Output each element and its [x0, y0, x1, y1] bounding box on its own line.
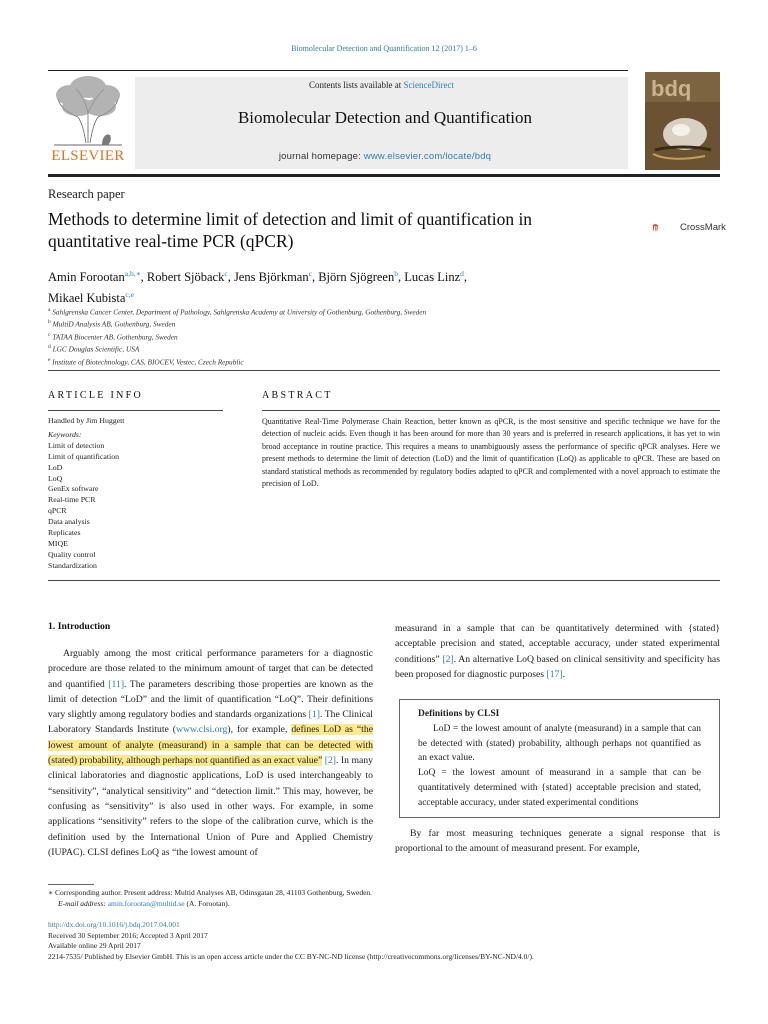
cover-title: bdq: [651, 76, 692, 101]
contents-line: [135, 80, 628, 90]
masthead-top-rule: [48, 70, 628, 71]
footnote-rule: [48, 884, 94, 885]
clsi-link[interactable]: www.clsi.org: [175, 724, 228, 736]
homepage-link[interactable]: www.elsevier.com/locate/bdq: [363, 151, 492, 162]
masthead-bottom-rule: [48, 174, 720, 177]
intro-paragraph: measurand in a sample that can be quantitatively determined with {stated} acceptable precision and stated, acceptable accuracy, under stated experimental conditions” [2]. An alternative LoQ based on clinical sensitivity and specificity has been proposed for diagnostic purposes [17].: [395, 623, 720, 680]
info-divider: [48, 410, 223, 411]
body-column-right: [395, 621, 720, 682]
corresponding-author-note: ∗ Corresponding author. Present address: Multid Analyses AB, Odinsgatan 28, 41103 Gothenburg, Sweden.: [48, 888, 373, 897]
email-note: E-mail address: amin.forootan@multid.se (A. Forootan).: [58, 898, 230, 908]
running-header[interactable]: Biomolecular Detection and Quantification 12 (2017) 1–6: [291, 44, 477, 53]
intro-paragraph: By far most measuring techniques generate a signal response that is proportional to the amount of measurand present. For example,: [395, 828, 720, 855]
author: Lucas Linz$^d$,: [404, 269, 467, 285]
author: Amin Forootan$^{a,b,∗}$,: [48, 269, 147, 285]
license-statement: 2214-7535/ Published by Elsevier GmbH. This is an open access article under the CC BY-NC-ND license (http://creativecommons.org/licenses/BY-NC-ND/4.0/).: [48, 951, 534, 961]
keyword: Standardization: [48, 560, 97, 570]
author: Björn Sjögreen$^b$,: [318, 269, 405, 285]
keyword: LoD: [48, 462, 63, 472]
journal-cover-image: [645, 72, 720, 170]
loq-definition: LoQ = the lowest amount of measurand in a sample that can be quantitatively determined with {stated} acceptable precision and stated, acceptable accuracy, under stated experimental conditions: [418, 768, 701, 808]
received-dates: Received 30 September 2016; Accepted 3 April 2017: [48, 930, 208, 940]
keyword: GenEx software: [48, 484, 99, 494]
handled-by: Handled by Jim Huggett: [48, 416, 125, 425]
available-online: Available online 29 April 2017: [48, 941, 141, 950]
section-title-introduction: 1. Introduction: [48, 621, 111, 632]
author: Mikael Kubista$^{c,e}$: [48, 290, 134, 306]
citation-link[interactable]: [2]: [324, 755, 337, 767]
keyword: Limit of quantification: [48, 451, 120, 461]
journal-cover-art: [645, 72, 720, 170]
keyword: MIQE: [48, 538, 68, 548]
sciencedirect-link[interactable]: ScienceDirect: [403, 80, 454, 90]
lod-definition: LoD = the lowest amount of analyte (measurand) in a sample that can be detected with (stated) probability, although perhaps not quantified as an exact value.: [418, 723, 701, 764]
article-info-heading: ARTICLE INFO: [48, 390, 144, 401]
affiliation: $^e$ Institute of Biotechnology, CAS, BIOCEV, Vestec, Czech Republic: [48, 356, 244, 367]
contents-prefix: Contents lists available at: [309, 80, 404, 90]
keyword: Real-time PCR: [48, 495, 96, 505]
affiliation: $^b$ MultiD Analysis AB, Gothenburg, Sweden: [48, 319, 176, 329]
abstract-divider: [262, 410, 720, 411]
keyword: Replicates: [48, 528, 81, 538]
citation-link[interactable]: [17]: [546, 668, 563, 680]
abstract-heading: ABSTRACT: [262, 390, 333, 401]
homepage-prefix: journal homepage:: [278, 151, 364, 162]
crossmark-label[interactable]: CrossMark: [680, 222, 726, 233]
keyword: LoQ: [48, 473, 63, 483]
footnotes: [48, 888, 728, 909]
email-link[interactable]: amin.forootan@multid.se: [107, 898, 185, 908]
elsevier-wordmark: ELSEVIER: [51, 148, 125, 164]
citation-link[interactable]: [11]: [108, 678, 125, 690]
abstract-text: Quantitative Real-Time Polymerase Chain Reaction, better known as qPCR, is the most sensitive and specific technique we have for the detection of nucleic acids. Even though it has been around for more than 30 years and is preferred in research applications, it has yet to win broad acceptance in routine practice. This requires a means to unambiguously assess the performance of specific qPCR analyses. Here we present methods to determine the limit of detection (LoD) and the limit of quantification (LoQ) as applicable to qPCR. These are based on standard statistical methods as recommended by regulatory bodies adapted to qPCR and complemented with a novel approach to estimate the precision of LoD.: [262, 417, 720, 489]
article-info: [48, 416, 223, 572]
affiliations: [48, 305, 668, 367]
abstract-bottom-divider: [48, 580, 720, 581]
affiliation: $^d$ LGC Douglas Scientific, USA: [48, 344, 140, 354]
keyword: Data analysis: [48, 517, 90, 527]
head-divider: [48, 370, 720, 371]
journal-name: Biomolecular Detection and Quantification: [237, 108, 533, 127]
journal-homepage: [135, 151, 635, 162]
author: Jens Björkman$^c$,: [233, 269, 319, 285]
intro-paragraph: Arguably among the most critical performance parameters for a diagnostic procedure are those related to the minimum amount of target that can be detected and quantified [11]. The parameters describing those properties are known as the limit of detection “LoD” and the limit of quantification “LoQ”. Their definitions vary slightly among regulatory bodies and standards organizations [1]. The Clinical Laboratory Standards Institute (www.clsi.org), for example, defines LoD as “the lowest amount of analyte (measurand) in a sample that can be detected with (stated) probability, although perhaps not quantified as an exact value” [2]. In many clinical laboratories and diagnostic applications, LoD is used interchangeably to “sensitivity”, “analytical sensitivity” and “detection limit.” This may, however, be confusing as “sensitivity” is also used in other ways. For example, in some applications “sensitivity” refers to the slope of the calibration curve, which is the definition used by the International Union of Pure and Applied Chemistry (IUPAC). CLSI defines LoQ as “the lowest amount of: [48, 648, 373, 858]
definitions-box: [399, 699, 720, 818]
author-list: [48, 265, 648, 307]
keyword: Quality control: [48, 549, 96, 559]
doi-link[interactable]: http://dx.doi.org/10.1016/j.bdq.2017.04.001: [48, 920, 180, 929]
affiliation: $^a$ Sahlgrenska Cancer Center, Department of Pathology, Sahlgrenska Academy at University of Gothenburg, Gothenburg, Sweden: [48, 307, 427, 317]
citation-link[interactable]: [2]: [442, 653, 454, 665]
keywords-label: Keywords:: [48, 429, 82, 439]
definitions-title: Definitions by CLSI: [418, 709, 500, 719]
affiliation: $^c$ TATAA Biocenter AB, Gothenburg, Sweden: [48, 331, 178, 342]
body-column-left: [48, 646, 373, 860]
citation-link[interactable]: [1]: [308, 709, 320, 721]
author: Robert Sjöback$^c$,: [146, 269, 234, 285]
article-type: Research paper: [48, 187, 125, 201]
highlighted-text: defines LoD as “the lowest amount of analyte (measurand) in a sample that can be detected with (stated) probability, although perhaps not quantified as an exact value”: [48, 724, 373, 767]
keyword: Limit of detection: [48, 440, 105, 450]
crossmark-icon[interactable]: [651, 214, 679, 242]
keyword: qPCR: [48, 506, 67, 516]
article-title: Methods to determine limit of detection and limit of quantification in quantitative real-time PCR (qPCR): [48, 209, 533, 251]
body-column-right-continued: [395, 826, 720, 857]
publication-info: [48, 920, 728, 962]
